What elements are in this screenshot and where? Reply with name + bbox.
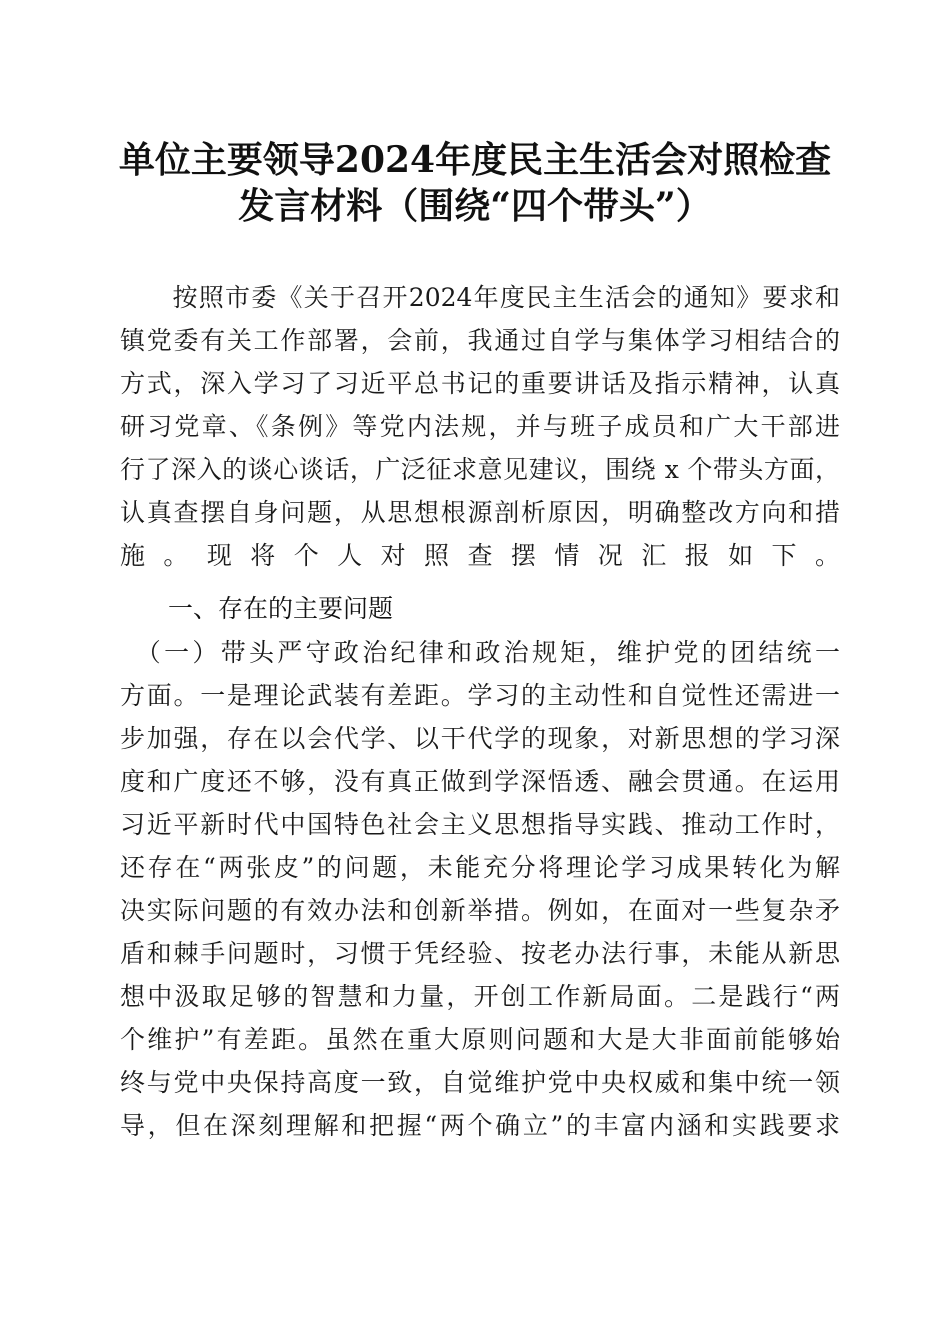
- section1-paragraph: [120, 631, 840, 1147]
- section-heading: 一、存在的主要问题: [168, 594, 394, 623]
- intro-line: 按照市委《关于召开2024年度民主生活会的通知》要求和: [120, 283, 840, 312]
- section1-line: 度和广度还不够，没有真正做到学深悟透、融会贯通。在运用: [120, 767, 840, 796]
- section1-line: 习近平新时代中国特色社会主义思想指导实践、推动工作时，: [120, 810, 840, 839]
- section1-line: 方面。一是理论武装有差距。学习的主动性和自觉性还需进一: [120, 681, 840, 710]
- intro-line: 行了深入的谈心谈话，广泛征求意见建议，围绕 x 个带头方面，: [120, 455, 840, 484]
- intro-paragraph: [120, 276, 840, 577]
- section1-line: 想中汲取足够的智慧和力量，开创工作新局面。二是践行“两: [120, 982, 840, 1011]
- document-title-line-2: 发言材料（围绕“四个带头”）: [238, 185, 712, 227]
- intro-line: 施。现将个人对照查摆情况汇报如下。: [120, 541, 840, 570]
- section1-line: 盾和棘手问题时，习惯于凭经验、按老办法行事，未能从新思: [120, 939, 840, 968]
- intro-line: 方式，深入学习了习近平总书记的重要讲话及指示精神，认真: [120, 369, 840, 398]
- section1-line: 导，但在深刻理解和把握“两个确立”的丰富内涵和实践要求: [120, 1111, 840, 1140]
- document-title-line-1: 单位主要领导2024年度民主生活会对照检查: [118, 139, 832, 181]
- section1-line: 还存在“两张皮”的问题，未能充分将理论学习成果转化为解: [120, 853, 840, 882]
- intro-line: 镇党委有关工作部署，会前，我通过自学与集体学习相结合的: [120, 326, 840, 355]
- section1-line: 决实际问题的有效办法和创新举措。例如，在面对一些复杂矛: [120, 896, 840, 925]
- intro-line: 认真查摆自身问题，从思想根源剖析原因，明确整改方向和措: [120, 498, 840, 527]
- section1-line: 个维护”有差距。虽然在重大原则问题和大是大非面前能够始: [120, 1025, 840, 1054]
- intro-line: 研习党章、《条例》等党内法规，并与班子成员和广大干部进: [120, 412, 840, 441]
- section1-line: 终与党中央保持高度一致，自觉维护党中央权威和集中统一领: [120, 1068, 840, 1097]
- section1-line: （一）带头严守政治纪律和政治规矩，维护党的团结统一: [120, 638, 840, 667]
- section1-line: 步加强，存在以会代学、以干代学的现象，对新思想的学习深: [120, 724, 840, 753]
